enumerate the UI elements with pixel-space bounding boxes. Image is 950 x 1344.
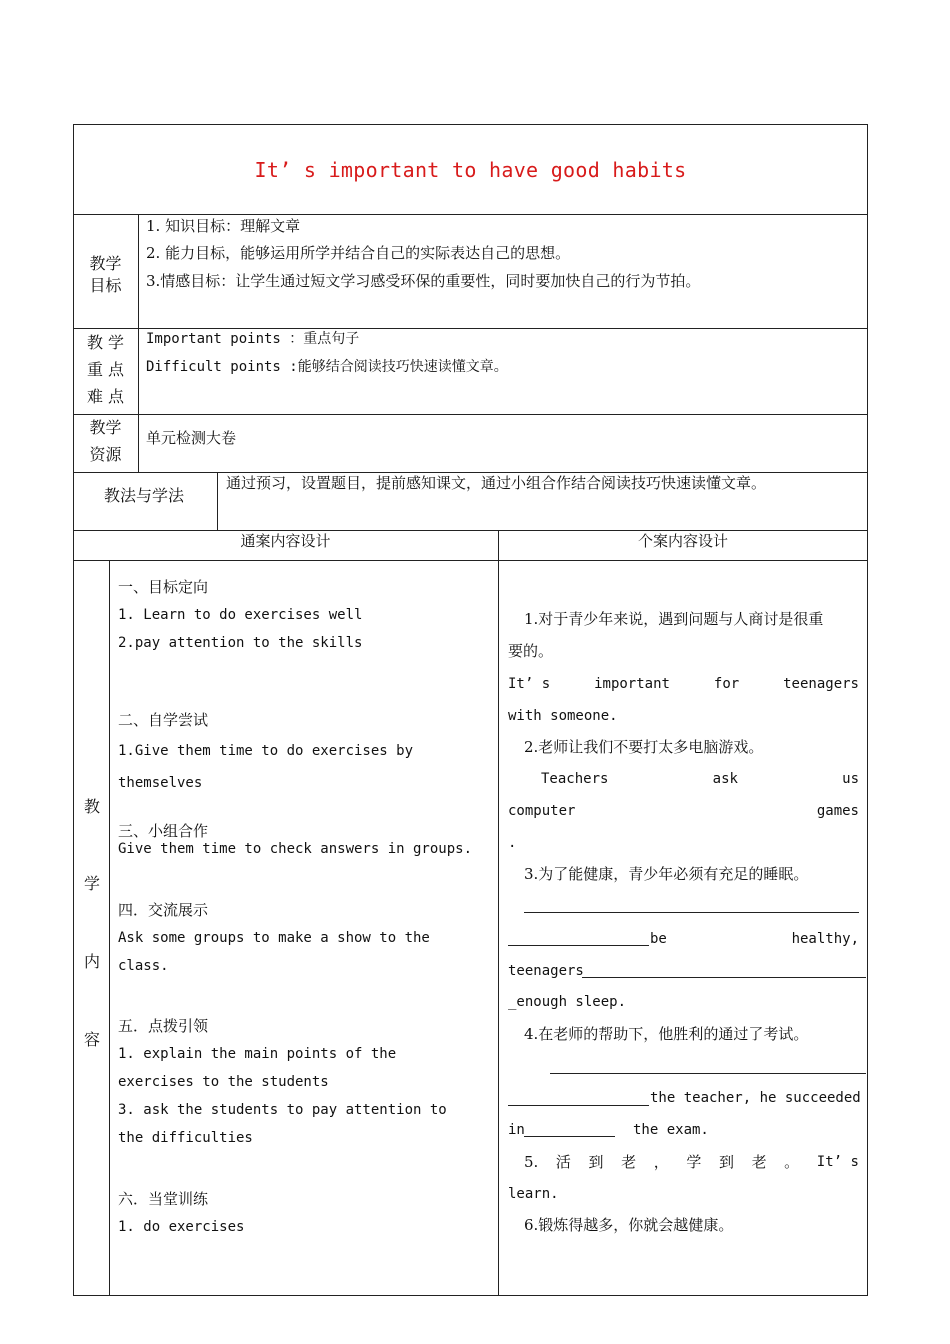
word: Teachers <box>541 771 609 787</box>
left-line: exercises to the students <box>118 1074 329 1090</box>
word: It’ s <box>816 1154 859 1170</box>
word: us <box>842 771 859 787</box>
objective-item: 2. 能力目标，能够运用所学并结合自己的实际表达自己的思想。 <box>146 244 571 262</box>
exercise-prompt: 3.为了能健康，青少年必须有充足的睡眠。 <box>524 865 809 883</box>
resources-label <box>73 414 138 468</box>
word: computer <box>508 803 576 819</box>
exercise-answer-line: learn. <box>508 1186 559 1202</box>
left-line: 1. Learn to do exercises well <box>118 607 363 623</box>
word: 老 <box>621 1153 637 1171</box>
word: 到 <box>718 1153 734 1171</box>
content-label-char: 教 <box>84 797 101 816</box>
content-label-char: 内 <box>84 952 101 971</box>
difficult-points: Difficult points :能够结合阅读技巧快速读懂文章。 <box>146 359 508 375</box>
left-line: Ask some groups to make a show to the <box>118 930 430 946</box>
page-title: It’ s important to have good habits <box>254 158 687 182</box>
row-divider <box>73 214 868 215</box>
row-divider <box>73 414 868 415</box>
objectives-label-line: 目标 <box>89 276 122 295</box>
objectives-label <box>73 253 138 297</box>
word: important <box>594 676 670 692</box>
resources-label-line: 资源 <box>89 445 122 464</box>
content-label-char: 容 <box>84 1030 101 1049</box>
exercise-prompt: 4.在老师的帮助下，他胜利的通过了考试。 <box>524 1025 809 1043</box>
exercise-prompt: 2.老师让我们不要打太多电脑游戏。 <box>524 738 764 756</box>
word: 5. <box>524 1153 539 1171</box>
section-heading: 六．当堂训练 <box>118 1190 209 1208</box>
methods-label: 教法与学法 <box>104 486 185 505</box>
section-heading: 二、自学尝试 <box>118 711 209 729</box>
section-heading: 一、目标定向 <box>118 578 209 596</box>
word: 活 <box>555 1153 571 1171</box>
resources-value: 单元检测大卷 <box>146 429 237 447</box>
exercise-prompt: 1.对于青少年来说，遇到问题与人商讨是很重 <box>524 610 824 628</box>
individual-design-header: 个案内容设计 <box>637 532 728 550</box>
objective-item: 1. 知识目标：理解文章 <box>146 217 301 235</box>
word: ， <box>653 1153 669 1171</box>
word: games <box>816 803 859 819</box>
left-line: class. <box>118 958 169 974</box>
word: 老 <box>751 1153 767 1171</box>
word: 。 <box>784 1153 800 1171</box>
word: for <box>713 676 740 692</box>
word: 学 <box>686 1153 702 1171</box>
general-design-header: 通案内容设计 <box>240 532 331 550</box>
exercise-answer-line: the exam. <box>633 1122 709 1138</box>
word: be <box>650 931 667 947</box>
objectives-label-line: 教学 <box>89 254 122 273</box>
key-points-label-line: 教 学 <box>86 333 125 352</box>
methods-value: 通过预习，设置题目，提前感知课文，通过小组合作结合阅读技巧快速读懂文章。 <box>226 474 767 492</box>
resources-label-line: 教学 <box>89 418 122 437</box>
key-points-label-line: 重 点 <box>86 360 125 379</box>
answer-blank <box>524 912 859 913</box>
important-points: Important points ：重点句子 <box>146 331 360 347</box>
exercise-answer-line <box>508 674 859 694</box>
column-divider <box>109 560 110 1296</box>
section-heading: 五．点拨引领 <box>118 1017 209 1035</box>
content-label-char: 学 <box>84 874 101 893</box>
answer-blank <box>582 977 866 978</box>
word: healthy, <box>791 931 859 947</box>
exercise-answer-line <box>508 801 859 821</box>
word: ask <box>712 771 738 787</box>
answer-blank <box>508 945 649 946</box>
exercise-prompt: 要的。 <box>508 642 554 660</box>
column-divider <box>217 472 218 530</box>
left-line: 2.pay attention to the skills <box>118 635 363 651</box>
left-line: 1. do exercises <box>118 1219 245 1235</box>
row-divider <box>73 560 868 561</box>
exercise-answer-line: with someone. <box>508 708 618 724</box>
exercise-answer-line: the teacher, he succeeded <box>650 1090 861 1106</box>
column-divider <box>498 530 499 1296</box>
column-divider <box>138 214 139 472</box>
objective-item: 3.情感目标：让学生通过短文学习感受环保的重要性，同时要加快自己的行为节拍。 <box>146 272 701 290</box>
exercise-answer-line: . <box>508 835 517 851</box>
left-line: the difficulties <box>118 1130 253 1146</box>
answer-blank <box>550 1073 866 1074</box>
left-line: 1. explain the main points of the <box>118 1046 397 1062</box>
exercise-answer-line: teenagers <box>508 963 584 979</box>
key-points-label-line: 难 点 <box>86 387 125 406</box>
left-line: themselves <box>118 775 203 791</box>
left-line: 1.Give them time to do exercises by <box>118 743 414 759</box>
section-heading: 四．交流展示 <box>118 901 209 919</box>
answer-blank <box>524 1136 615 1137</box>
answer-blank <box>508 1105 649 1106</box>
exercise-prompt: 6.锻炼得越多，你就会越健康。 <box>524 1216 734 1234</box>
exercise-answer-line <box>650 929 859 949</box>
section-heading: 三、小组合作 <box>118 822 209 840</box>
left-line: 3. ask the students to pay attention to <box>118 1102 447 1118</box>
key-points-label <box>73 329 138 410</box>
word: 到 <box>588 1153 604 1171</box>
word: It’ s <box>508 676 551 692</box>
exercise-prompt <box>524 1152 859 1172</box>
left-line: Give them time to check answers in groups. <box>118 841 473 857</box>
word: teenagers <box>783 676 859 692</box>
exercise-answer-line <box>541 769 859 789</box>
exercise-answer-line: in <box>508 1122 525 1138</box>
exercise-answer-line: _enough sleep. <box>508 994 627 1010</box>
